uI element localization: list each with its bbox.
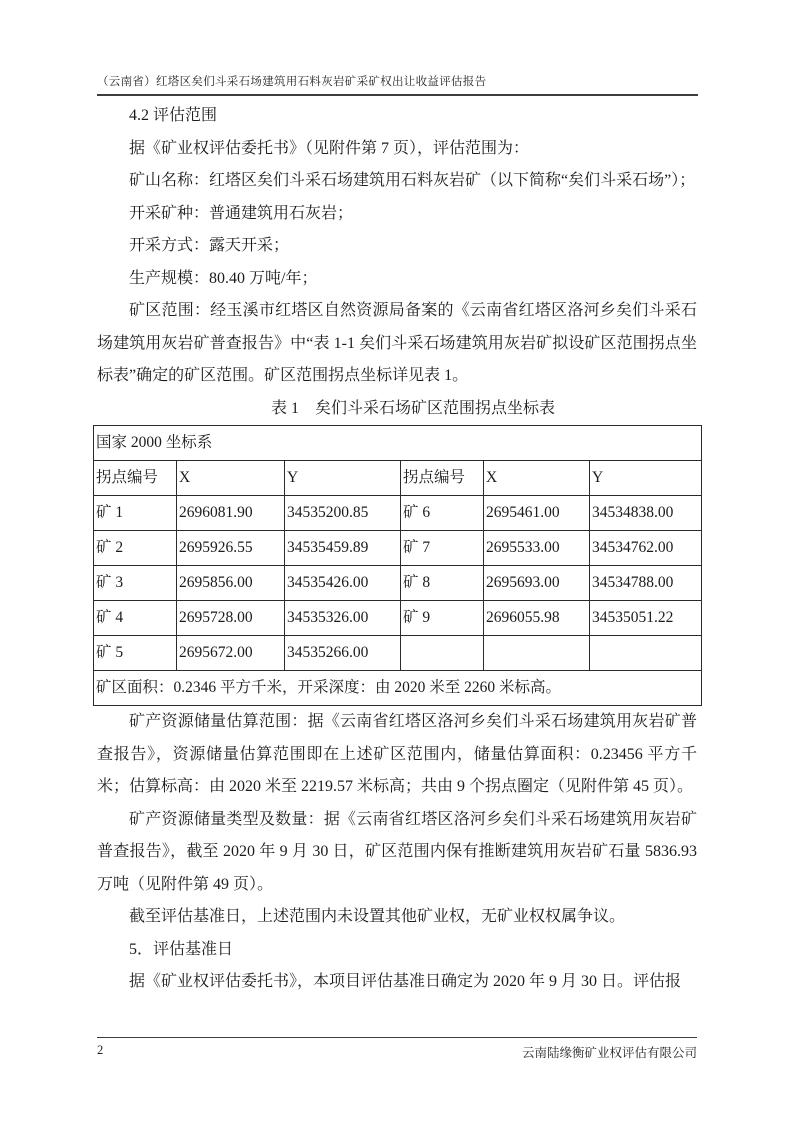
- x-cell: 2695461.00: [484, 496, 590, 531]
- coordinate-table: [93, 425, 702, 706]
- y-cell: 34535459.89: [285, 531, 401, 566]
- table-row: [94, 601, 702, 636]
- column-header: Y: [590, 461, 702, 496]
- x-cell: 2695693.00: [484, 566, 590, 601]
- footer-company-name: 云南陆缘衡矿业权评估有限公司: [521, 1046, 697, 1060]
- column-header: 拐点编号: [94, 461, 177, 496]
- paragraph-mining-method: 开采方式：露天开采；: [129, 237, 290, 254]
- running-header: [97, 73, 698, 96]
- table-header-row: [94, 461, 702, 496]
- x-cell: 2695728.00: [177, 601, 285, 636]
- point-id-cell: 矿 2: [94, 531, 177, 566]
- page-body: [97, 100, 697, 999]
- report-title: （云南省）红塔区矣们斗采石场建筑用石料灰岩矿采矿权出让收益评估报告: [97, 76, 487, 88]
- point-id-cell: 矿 1: [94, 496, 177, 531]
- coordinate-system-cell: 国家 2000 坐标系: [94, 426, 702, 461]
- x-cell: 2696055.98: [484, 601, 590, 636]
- table-row: [94, 566, 702, 601]
- column-header: Y: [285, 461, 401, 496]
- paragraph-no-other-rights: 截至评估基准日，上述范围内未设置其他矿业权，无矿业权权属争议。: [129, 908, 626, 925]
- y-cell: 34535426.00: [285, 566, 401, 601]
- y-cell: 34534838.00: [590, 496, 702, 531]
- paragraph-mineral-type: 开采矿种：普通建筑用石灰岩；: [129, 204, 354, 222]
- section-heading-5: 5．评估基准日: [129, 940, 234, 958]
- point-id-cell: 矿 4: [94, 601, 177, 636]
- y-cell: 34535326.00: [285, 601, 401, 636]
- table-note-row: [94, 671, 702, 706]
- paragraph-reserve-estimation-scope: 矿产资源储量估算范围：据《云南省红塔区洛河乡矣们斗采石场建筑用灰岩矿普查报告》，资源储量估算范围即在上述矿区范围内，储量估算面积：0.23456 平方千米；估算标高：由 2020 米至 2219.57 米标高；共由 9 个拐点圈定（见附件第 45 页）。: [97, 713, 697, 795]
- point-id-cell: 矿 3: [94, 566, 177, 601]
- point-id-cell: 矿 8: [401, 566, 484, 601]
- x-cell: 2695926.55: [177, 531, 285, 566]
- x-cell: 2695856.00: [177, 566, 285, 601]
- column-header: X: [484, 461, 590, 496]
- page-footer: [97, 1037, 697, 1061]
- x-cell: [484, 636, 590, 671]
- x-cell: 2696081.90: [177, 496, 285, 531]
- paragraph-mine-name: 矿山名称：红塔区矣们斗采石场建筑用石料灰岩矿（以下简称“矣们斗采石场”）；: [129, 172, 696, 189]
- point-id-cell: 矿 7: [401, 531, 484, 566]
- paragraph-mining-area: 矿区范围：经玉溪市红塔区自然资源局备案的《云南省红塔区洛河乡矣们斗采石场建筑用灰岩矿普查报告》中“表 1-1 矣们斗采石场建筑用灰岩矿拟设矿区范围拐点坐标表”确定的矿区范围。矿区范围拐点坐标详见表 1。: [97, 302, 697, 384]
- paragraph-scope-intro: 据《矿业权评估委托书》（见附件第 7 页），评估范围为：: [129, 139, 530, 157]
- y-cell: 34535051.22: [590, 601, 702, 636]
- y-cell: 34534788.00: [590, 566, 702, 601]
- point-id-cell: [401, 636, 484, 671]
- y-cell: 34534762.00: [590, 531, 702, 566]
- point-id-cell: 矿 9: [401, 601, 484, 636]
- table-row-coordinate-system: [94, 426, 702, 461]
- point-id-cell: 矿 6: [401, 496, 484, 531]
- y-cell: 34535200.85: [285, 496, 401, 531]
- table-row: [94, 636, 702, 671]
- x-cell: 2695533.00: [484, 531, 590, 566]
- table-row: [94, 531, 702, 566]
- point-id-cell: 矿 5: [94, 636, 177, 671]
- y-cell: [590, 636, 702, 671]
- section-heading-4-2: 4.2 评估范围: [129, 107, 218, 124]
- table-row: [94, 496, 702, 531]
- paragraph-valuation-base-date: 据《矿业权评估委托书》，本项目评估基准日确定为 2020 年 9 月 30 日。评估报: [129, 973, 682, 990]
- paragraph-production-scale: 生产规模：80.40 万吨/年；: [129, 269, 318, 287]
- table-note-cell: 矿区面积：0.2346 平方千米，开采深度：由 2020 米至 2260 米标高。: [94, 671, 702, 706]
- paragraph-reserve-type-quantity: 矿产资源储量类型及数量：据《云南省红塔区洛河乡矣们斗采石场建筑用灰岩矿普查报告》，截至 2020 年 9 月 30 日，矿区范围内保有推断建筑用灰岩矿石量 5836.93 万吨（见附件第 49 页）。: [97, 810, 697, 893]
- y-cell: 34535266.00: [285, 636, 401, 671]
- x-cell: 2695672.00: [177, 636, 285, 671]
- page-number: 2: [97, 1043, 104, 1057]
- table-title: 表 1 矣们斗采石场矿区范围拐点坐标表: [270, 399, 555, 417]
- column-header: X: [177, 461, 285, 496]
- column-header: 拐点编号: [401, 461, 484, 496]
